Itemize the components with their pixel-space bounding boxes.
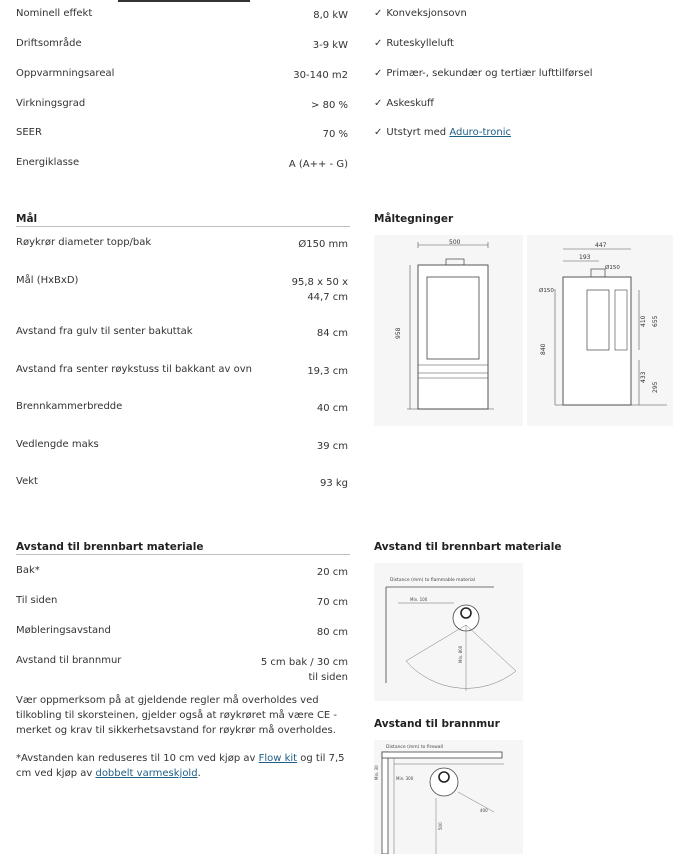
- brennbart-label: Bak*: [16, 565, 40, 576]
- feature-item: [374, 68, 593, 79]
- side-d3-label: 433: [640, 371, 647, 383]
- mal-label: Vedlengde maks: [16, 439, 99, 450]
- feature-prefix: Utstyrt med: [386, 127, 447, 138]
- side-view-drawing: [527, 235, 673, 426]
- reduction-text-b: og til 7,5 cm ved kjøp av: [16, 753, 345, 779]
- side-d2-label: 655: [652, 315, 659, 327]
- side-depth-label: 447: [595, 242, 607, 249]
- firewall-dim2: 500: [438, 822, 443, 830]
- front-view-drawing: [374, 235, 523, 426]
- mal-value-line2: 44,7 cm: [307, 292, 348, 303]
- mal-label: Avstand fra senter røykstuss til bakkant av ovn: [16, 364, 253, 375]
- reduction-text-c: .: [197, 768, 201, 779]
- mal-label: Brennkammerbredde: [16, 401, 123, 412]
- feature-item: [374, 38, 454, 49]
- brennbart-value-line1: 5 cm bak / 30 cm: [260, 657, 348, 668]
- aduro-tronic-link[interactable]: Aduro-tronic: [449, 127, 512, 138]
- brennbart-value-line2: til siden: [308, 672, 348, 683]
- side-height-label: 840: [540, 343, 547, 355]
- top-rule: [118, 0, 250, 2]
- firewall-distance-drawing: [374, 740, 523, 854]
- flammable-caption: Distance (mm) to flammable material: [390, 578, 475, 583]
- drawings-title: Måltegninger: [374, 213, 454, 225]
- spec-label: Nominell effekt: [16, 8, 93, 19]
- spec-value: 70 %: [322, 129, 348, 140]
- spec-label: SEER: [16, 127, 42, 138]
- spec-value: A (A++ - G): [288, 159, 348, 170]
- firewall-min-back: Min. 300: [396, 776, 414, 781]
- mal-label: Vekt: [16, 476, 38, 487]
- mal-value-line1: 95,8 x 50 x: [291, 277, 348, 288]
- brennbart-label: Til siden: [16, 595, 58, 606]
- mal-value: 19,3 cm: [307, 366, 348, 377]
- spec-value: 30-140 m2: [293, 70, 348, 81]
- feature-label: Askeskuff: [386, 98, 434, 109]
- mal-label: Mål (HxBxD): [16, 275, 79, 286]
- spec-label: Driftsområde: [16, 38, 82, 49]
- spec-value: 8,0 kW: [313, 10, 348, 21]
- check-icon: ✓: [374, 98, 383, 109]
- brennbart-value: [261, 655, 348, 685]
- mal-value: 84 cm: [316, 328, 348, 339]
- mal-value: 40 cm: [316, 403, 348, 414]
- spec-value: > 80 %: [311, 100, 348, 111]
- mal-divider: [16, 226, 350, 227]
- check-icon: ✓: [374, 127, 383, 138]
- brennbart-title: Avstand til brennbart materiale: [16, 541, 204, 553]
- firewall-caption: Distance (mm) to firewall: [386, 745, 444, 750]
- brennbart-drawing-title: Avstand til brennbart materiale: [374, 541, 562, 553]
- brennbart-divider: [16, 554, 350, 555]
- spec-label: Energiklasse: [16, 157, 80, 168]
- reduction-text-a: *Avstanden kan reduseres til 10 cm ved kjøp av: [16, 753, 256, 764]
- side-d4-label: 295: [652, 381, 659, 393]
- check-icon: ✓: [374, 38, 383, 49]
- spec-label: Virkningsgrad: [16, 98, 86, 109]
- flow-kit-link[interactable]: Flow kit: [258, 753, 298, 764]
- flammable-min-front: Min. 800: [458, 645, 463, 663]
- regulations-note: Vær oppmerksom på at gjeldende regler må overholdes ved tilkobling til skorsteinen, gjelder også at røykrøret må være CE -merket og krav til sikkerhetsavstand for røykrør må overholdes.: [16, 695, 338, 736]
- feature-item: [374, 127, 511, 138]
- brennbart-label: Avstand til brannmur: [16, 655, 122, 666]
- mal-value: 93 kg: [319, 478, 348, 489]
- feature-label: Primær-, sekundær og tertiær lufttilførsel: [386, 68, 593, 79]
- brannmur-title: Avstand til brannmur: [374, 718, 500, 730]
- side-pipe-top-label: Ø150: [605, 265, 620, 271]
- firewall-dim1: 400: [480, 808, 488, 813]
- feature-item: [374, 98, 434, 109]
- feature-label: Ruteskylleluft: [386, 38, 454, 49]
- mal-label: Avstand fra gulv til senter bakuttak: [16, 326, 193, 337]
- mal-value: 39 cm: [316, 441, 348, 452]
- heat-shield-link[interactable]: dobbelt varmeskjold: [95, 768, 198, 779]
- brennbart-value: 70 cm: [316, 597, 348, 608]
- firewall-min-side: Min. 30: [374, 765, 379, 780]
- brennbart-value: 20 cm: [316, 567, 348, 578]
- mal-value: [292, 275, 348, 305]
- front-width-label: 500: [449, 239, 461, 246]
- feature-item: [374, 8, 467, 19]
- flammable-distance-drawing: [374, 563, 523, 701]
- mal-title: Mål: [16, 213, 38, 225]
- side-offset-label: 193: [579, 254, 591, 261]
- mal-value: Ø150 mm: [298, 239, 348, 250]
- flammable-min-back: Min. 100: [410, 597, 428, 602]
- front-height-label: 958: [395, 327, 402, 339]
- check-icon: ✓: [374, 8, 383, 19]
- reduction-note: [16, 751, 352, 781]
- side-d1-label: 410: [640, 315, 647, 327]
- side-pipe-back-label: Ø150: [539, 288, 554, 294]
- check-icon: ✓: [374, 68, 383, 79]
- brennbart-value: 80 cm: [316, 627, 348, 638]
- mal-label: Røykrør diameter topp/bak: [16, 237, 152, 248]
- spec-label: Oppvarmningsareal: [16, 68, 115, 79]
- feature-label: Konveksjonsovn: [386, 8, 467, 19]
- spec-value: 3-9 kW: [312, 40, 348, 51]
- brennbart-label: Møbleringsavstand: [16, 625, 111, 636]
